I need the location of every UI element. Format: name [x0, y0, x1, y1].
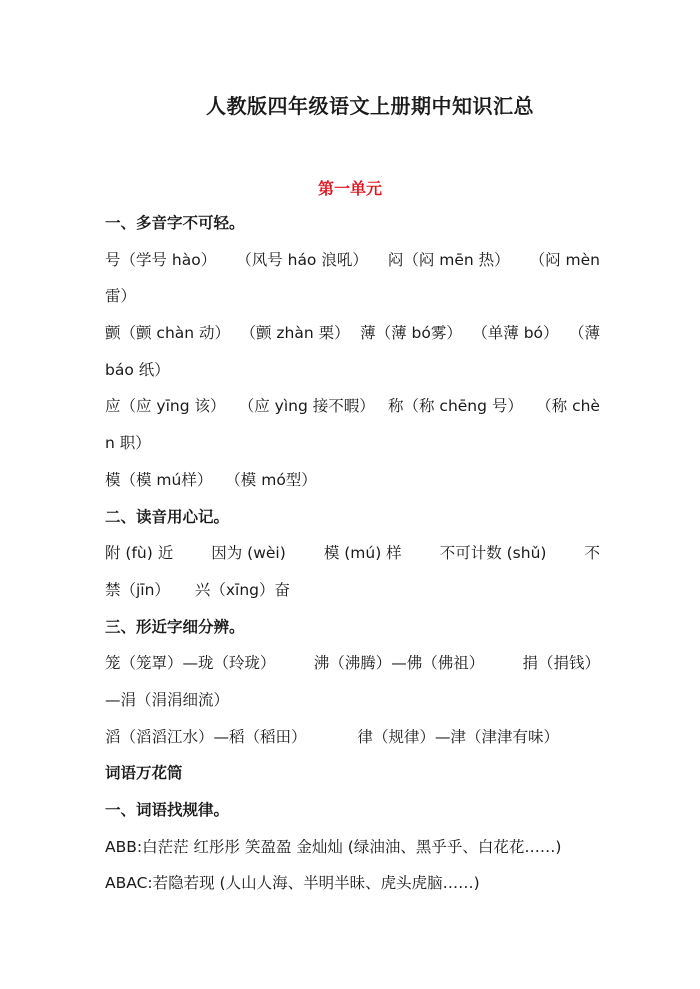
text-segment: 模 (mú) 样 — [323, 544, 402, 563]
polyphonic-row-1 — [105, 242, 600, 279]
unit-title: 第一单元 — [317, 179, 382, 198]
text-segment: 不 — [584, 544, 600, 563]
text-segment: 不可计数 (shǔ) — [439, 544, 547, 563]
text-segment: 沸（沸腾）—佛（佛祖） — [313, 654, 485, 673]
abac-word-list: ABAC:若隐若现 (人山人海、半明半昧、虎头虎脑……) — [105, 874, 480, 893]
text-segment: 闷（闷 mēn 热） — [387, 250, 510, 269]
text-segment: 律（规律）—津（津津有味） — [357, 727, 559, 746]
similar-chars-row-1 — [105, 645, 600, 682]
polyphonic-row-3-cont: n 职） — [105, 434, 151, 453]
polyphonic-row-3 — [105, 388, 600, 425]
text-segment: 号（学号 hào） — [105, 250, 217, 269]
polyphonic-row-1-cont: 雷） — [105, 287, 137, 306]
text-segment: 禁（jīn） — [105, 580, 170, 599]
section-heading-pronunciation: 二、读音用心记。 — [105, 507, 230, 526]
text-segment: （风号 háo 浪吼） — [236, 250, 368, 269]
text-segment: 兴（xīng）奋 — [194, 580, 291, 599]
text-segment: 因为 (wèi) — [211, 544, 286, 563]
section-heading-similar-chars: 三、形近字细分辨。 — [105, 617, 245, 636]
text-segment: 模（模 mú样） — [105, 470, 213, 489]
text-segment: 附 (fù) 近 — [105, 544, 174, 563]
text-segment: （应 yìng 接不暇） — [238, 397, 375, 416]
document-title: 人教版四年级语文上册期中知识汇总 — [206, 94, 534, 118]
similar-chars-row-1-cont: —涓（涓涓细流） — [105, 690, 230, 709]
polyphonic-row-4 — [105, 462, 600, 499]
text-segment: 应（应 yīng 该） — [105, 397, 226, 416]
text-segment: 颤（颤 chàn 动） — [105, 324, 231, 343]
text-segment: （薄 — [568, 324, 600, 343]
text-segment: （称 chè — [536, 397, 600, 416]
section-heading-polyphonic: 一、多音字不可轻。 — [105, 214, 245, 232]
sub-heading-word-patterns: 一、词语找规律。 — [105, 801, 230, 819]
pronunciation-row-1-cont — [105, 572, 600, 609]
text-segment: 捐（捐钱） — [522, 654, 600, 673]
text-segment: 薄（薄 bó雾） — [360, 324, 462, 343]
polyphonic-row-2-cont: báo 纸） — [105, 360, 170, 379]
text-segment: （单薄 bó） — [472, 324, 559, 343]
text-segment: 滔（滔滔江水）—稻（稻田） — [105, 727, 307, 746]
abb-word-list: ABB:白茫茫 红彤彤 笑盈盈 金灿灿 (绿油油、黑乎乎、白花花……) — [105, 837, 562, 856]
text-segment: 笼（笼罩）—珑（玲珑） — [105, 654, 276, 673]
section-heading-vocabulary: 词语万花筒 — [105, 764, 183, 783]
text-segment: （颤 zhàn 栗） — [240, 324, 350, 343]
polyphonic-row-2 — [105, 315, 600, 352]
text-segment: （闷 mèn — [529, 250, 600, 269]
text-segment: （模 mó型） — [225, 470, 317, 489]
similar-chars-row-2 — [105, 719, 600, 756]
text-segment: 称（称 chēng 号） — [388, 397, 523, 416]
pronunciation-row-1 — [105, 535, 600, 572]
document-content — [105, 205, 600, 902]
